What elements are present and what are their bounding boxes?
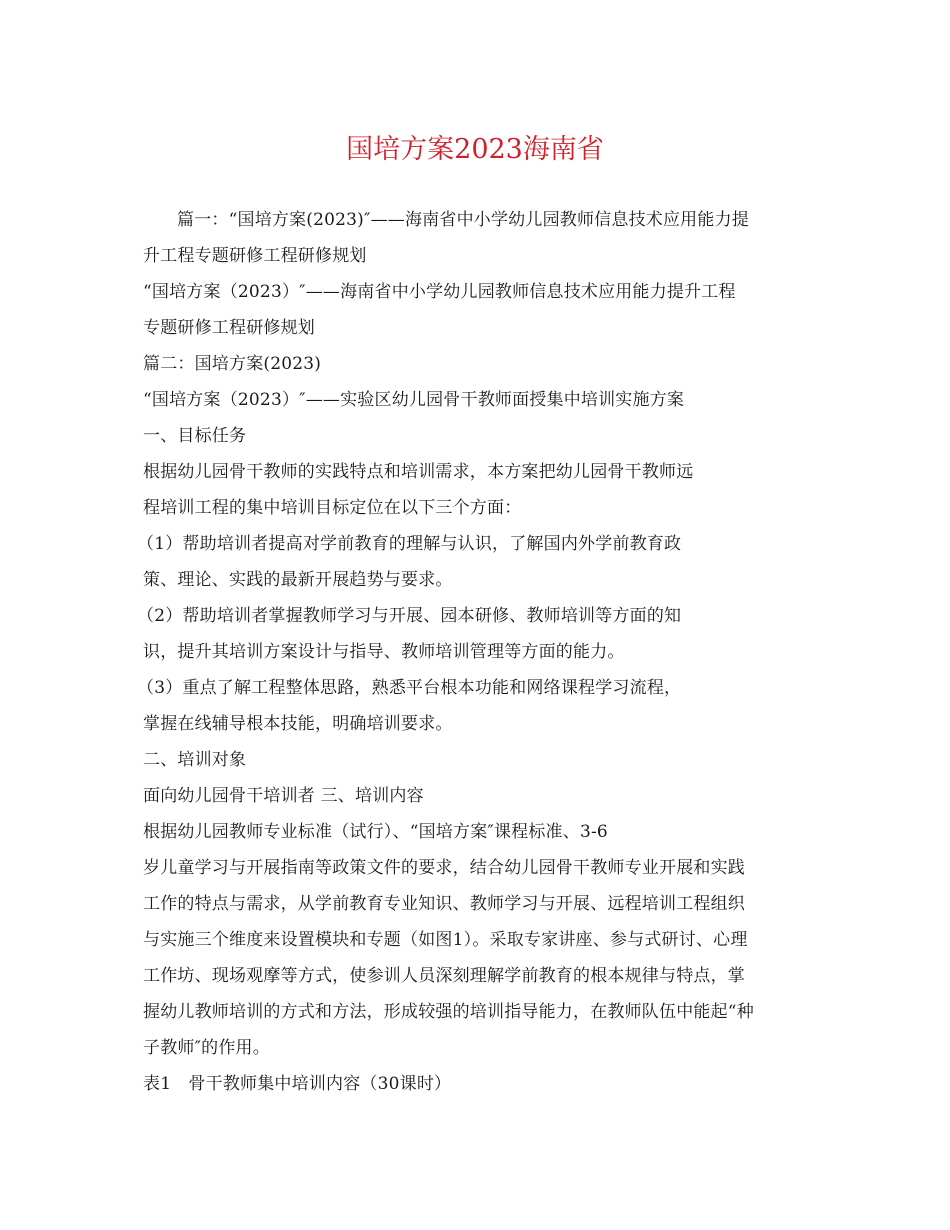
- document-title: 国培方案2023海南省: [346, 134, 604, 165]
- paragraph-line: “国培方案（2023）″——实验区幼儿园骨干教师面授集中培训实施方案: [143, 390, 685, 410]
- section-heading: 篇二：国培方案(2023): [143, 354, 322, 374]
- list-item: （3）重点了解工程整体思路，熟悉平台根本功能和网络课程学习流程，: [137, 678, 682, 698]
- paragraph-line: 子教师″的作用。: [143, 1038, 270, 1058]
- paragraph-line: 升工程专题研修工程研修规划: [143, 246, 367, 266]
- paragraph-line: 岁儿童学习与开展指南等政策文件的要求，结合幼儿园骨干教师专业开展和实践: [143, 858, 745, 878]
- paragraph-line: 根据幼儿园教师专业标准（试行）、“国培方案″课程标准、3-6: [143, 822, 608, 842]
- paragraph-line: 根据幼儿园骨干教师的实践特点和培训需求，本方案把幼儿园骨干教师远: [143, 462, 694, 482]
- paragraph-line: 专题研修工程研修规划: [143, 318, 315, 338]
- paragraph-line: 工作坊、现场观摩等方式，使参训人员深刻理解学前教育的根本规律与特点，掌: [143, 966, 745, 986]
- paragraph-line: 握幼儿教师培训的方式和方法，形成较强的培训指导能力，在教师队伍中能起“种: [143, 1002, 754, 1022]
- paragraph-line: 程培训工程的集中培训目标定位在以下三个方面：: [143, 498, 522, 518]
- list-item: （1）帮助培训者提高对学前教育的理解与认识，了解国内外学前教育政: [137, 534, 682, 554]
- paragraph-line: 与实施三个维度来设置模块和专题（如图1）。采取专家讲座、参与式研讨、心理: [143, 930, 748, 950]
- paragraph-line: 策、理论、实践的最新开展趋势与要求。: [143, 570, 453, 590]
- document-body: [137, 202, 813, 1102]
- paragraph-line: “国培方案（2023）″——海南省中小学幼儿园教师信息技术应用能力提升工程: [143, 282, 736, 302]
- list-item: （2）帮助培训者掌握教师学习与开展、园本研修、教师培训等方面的知: [137, 606, 682, 626]
- paragraph-line: 识，提升其培训方案设计与指导、教师培训管理等方面的能力。: [143, 642, 625, 662]
- section-heading: 二、培训对象: [143, 750, 247, 770]
- table-caption: 表1 骨干教师集中培训内容（30课时）: [143, 1074, 452, 1094]
- paragraph-line: 掌握在线辅导根本技能，明确培训要求。: [143, 714, 453, 734]
- paragraph-line: 工作的特点与需求，从学前教育专业知识、教师学习与开展、远程培训工程组织: [143, 894, 745, 914]
- section-heading: 一、目标任务: [143, 426, 247, 446]
- paragraph-line: 篇一：“国培方案(2023)″——海南省中小学幼儿园教师信息技术应用能力提: [177, 210, 749, 230]
- paragraph-line: 面向幼儿园骨干培训者 三、培训内容: [143, 786, 424, 806]
